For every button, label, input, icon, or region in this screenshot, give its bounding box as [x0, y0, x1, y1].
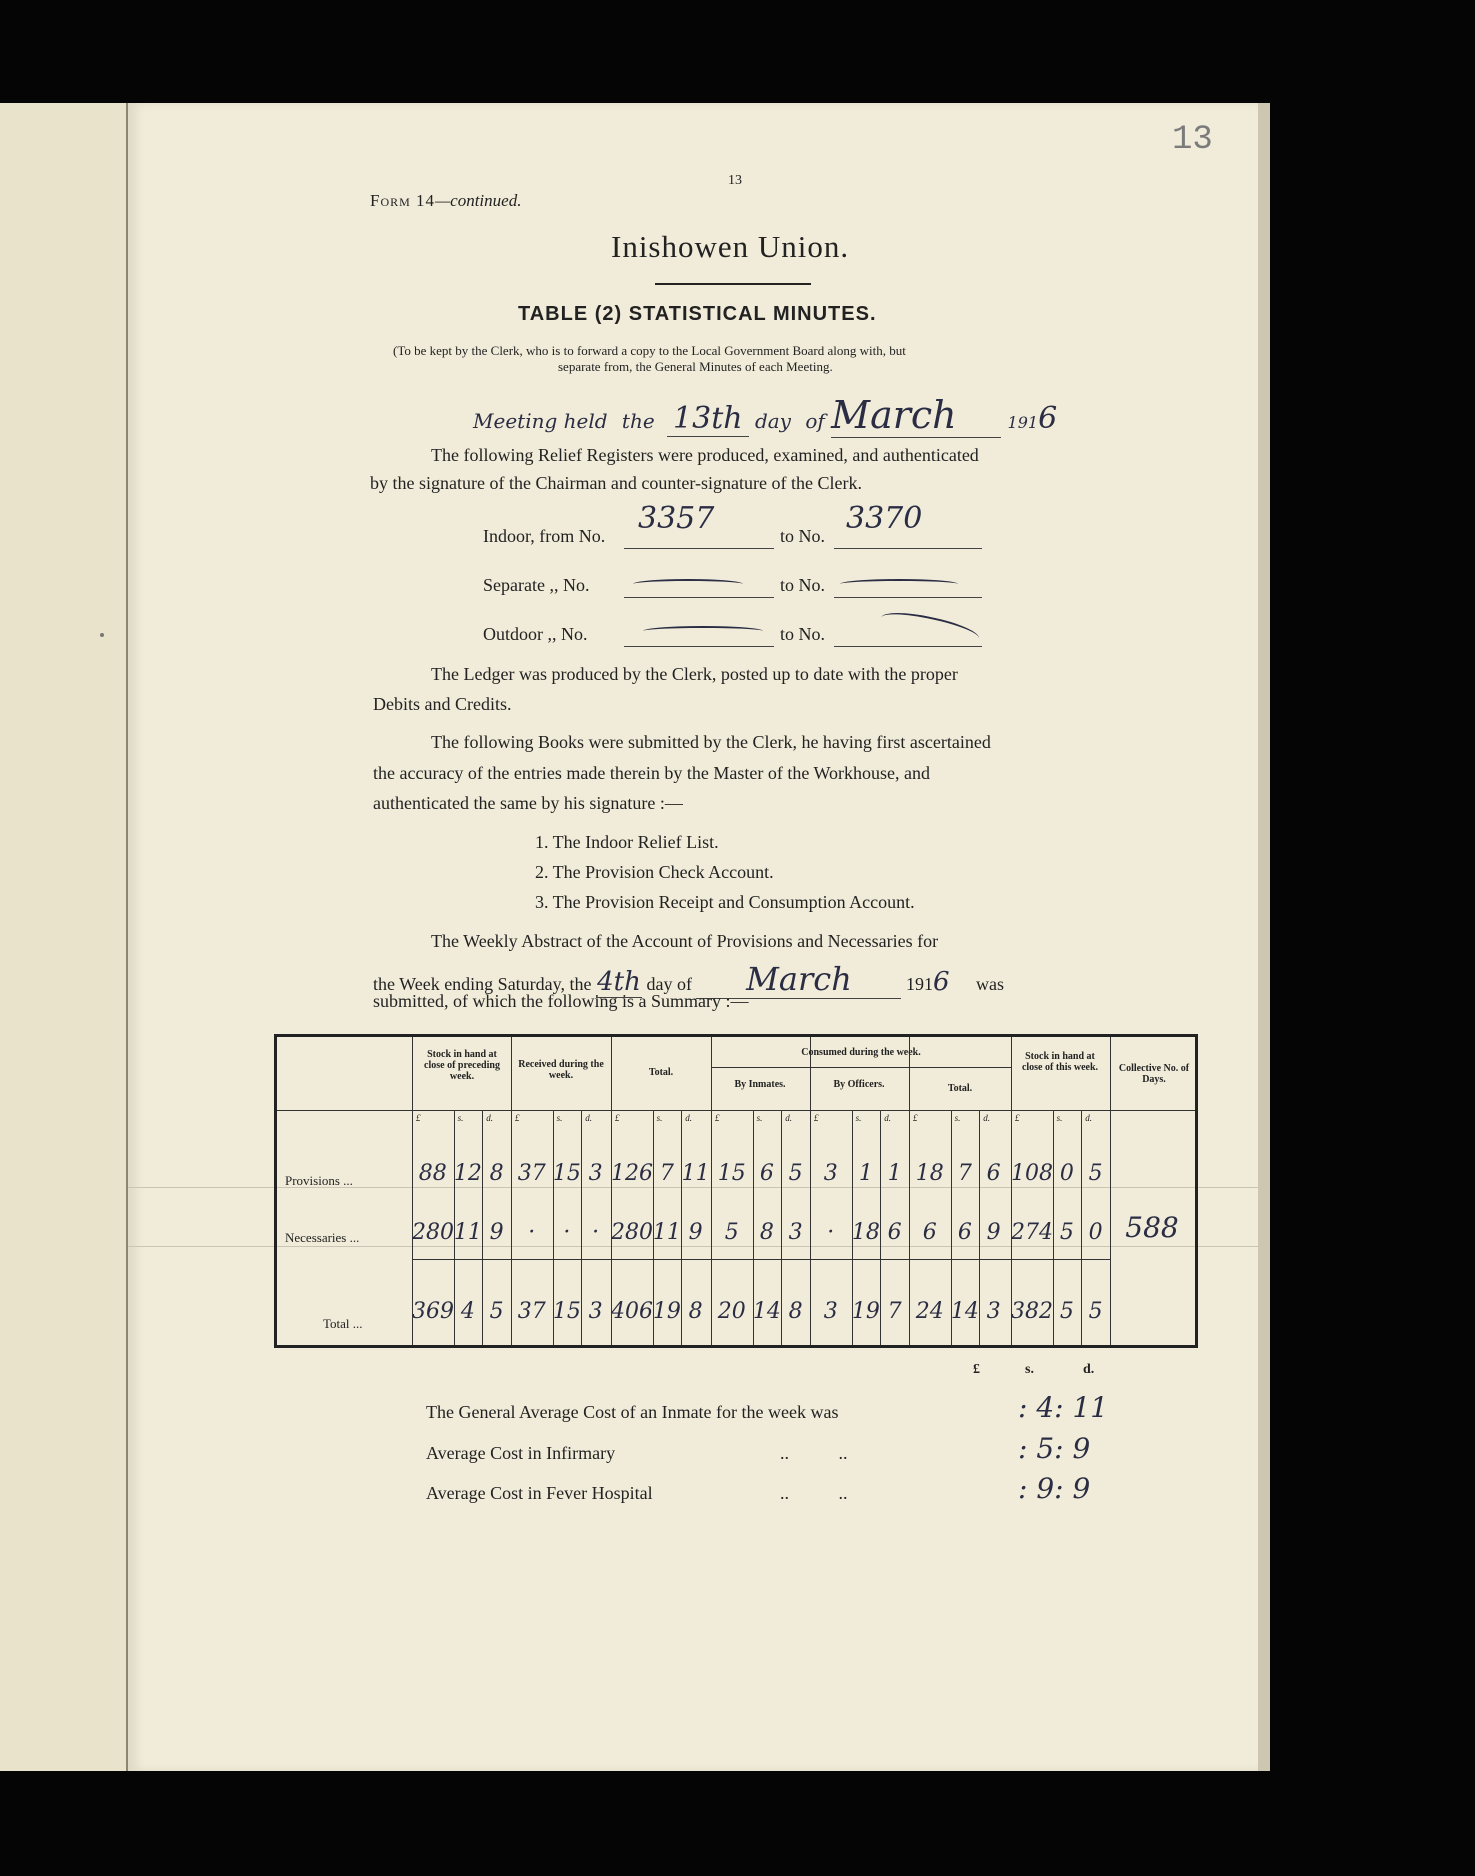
table-cell: 5	[1059, 1299, 1074, 1324]
unit-label: d.	[983, 1113, 991, 1123]
table-cell: 8	[489, 1161, 504, 1186]
abstract-was: was	[976, 974, 1005, 994]
registers-intro-line-2: by the signature of the Chairman and counter-signature of the Clerk.	[370, 473, 862, 493]
summary-table	[274, 1034, 1198, 1348]
abstract-line-2-start: the Week ending Saturday, the	[373, 974, 592, 994]
instruction-line-1: (To be kept by the Clerk, who is to forward a copy to the Local Government Board along with, but	[393, 343, 906, 358]
unit-label: d.	[585, 1113, 593, 1123]
table-cell: 6	[887, 1220, 902, 1245]
register-separate-label: Separate ,, No.	[483, 575, 590, 595]
table-cell: 18	[851, 1220, 880, 1245]
table-cell: 5	[1088, 1299, 1103, 1324]
unit-label: £	[715, 1113, 720, 1123]
abstract-line-3: submitted, of which the following is a Summary :—	[373, 991, 749, 1011]
avg-fever-dots: .. ..	[780, 1483, 848, 1503]
header-by-inmates: By Inmates.	[734, 1079, 786, 1090]
table-cell: 12	[453, 1161, 482, 1186]
page-edge	[1258, 103, 1270, 1771]
table-cell: 19	[652, 1299, 681, 1324]
table-cell: 11	[453, 1220, 482, 1245]
table-cell: 15	[717, 1161, 746, 1186]
table-cell: 7	[659, 1161, 674, 1186]
table-cell: 5	[1088, 1161, 1103, 1186]
meeting-line	[473, 393, 1057, 438]
register-indoor-to-label: to No.	[780, 526, 825, 546]
table-cell: 280	[412, 1220, 454, 1245]
register-separate-to-dash	[840, 579, 958, 589]
register-separate-to-line	[834, 597, 982, 598]
table-cell: 18	[915, 1161, 944, 1186]
meeting-day-value: 13th	[667, 401, 749, 437]
table-cell: 24	[915, 1299, 944, 1324]
table-cell: 126	[611, 1161, 653, 1186]
title-rule	[655, 283, 811, 285]
abstract-year-prefix: 191	[905, 974, 933, 994]
registers-intro-line-1: The following Relief Registers were produced, examined, and authenticated	[431, 445, 979, 465]
form-label	[370, 191, 521, 211]
ledger-line-1: The Ledger was produced by the Clerk, posted up to date with the proper	[431, 664, 958, 684]
register-outdoor-to-label: to No.	[780, 624, 825, 644]
table-cell: 5	[788, 1161, 803, 1186]
unit-label: s.	[954, 1113, 961, 1123]
register-outdoor-from-line	[624, 646, 774, 647]
avg-unit-pence: d.	[1083, 1362, 1095, 1377]
table-cell: 37	[517, 1161, 546, 1186]
register-separate-from-dash	[633, 579, 743, 589]
table-divider	[1110, 1037, 1111, 1345]
ledger-line-2: Debits and Credits.	[373, 694, 512, 714]
table-cell: 0	[1088, 1220, 1103, 1245]
header-received: Received during the week.	[518, 1059, 604, 1081]
table-cell: 5	[724, 1220, 739, 1245]
unit-label: s.	[1056, 1113, 1063, 1123]
register-outdoor-label: Outdoor ,, No.	[483, 624, 588, 644]
unit-label: £	[515, 1113, 520, 1123]
table-cell: 9	[489, 1220, 504, 1245]
unit-label: d.	[1085, 1113, 1093, 1123]
header-total: Total.	[648, 1067, 674, 1078]
header-by-officers: By Officers.	[833, 1079, 885, 1090]
meeting-of: of	[805, 409, 825, 433]
unit-label: £	[913, 1113, 918, 1123]
header-stock-prev: Stock in hand at close of preceding week.	[424, 1049, 500, 1082]
header-consumed: Consumed during the week.	[801, 1047, 921, 1058]
unit-label: d.	[486, 1113, 494, 1123]
abstract-day-value: 4th	[597, 967, 641, 997]
book-item-2: 2. The Provision Check Account.	[535, 862, 774, 882]
table-cell: 88	[418, 1161, 447, 1186]
register-indoor-to-line	[834, 548, 982, 549]
table-cell: 11	[681, 1161, 710, 1186]
meeting-year-prefix: 191	[1007, 413, 1039, 432]
table-cell: 3	[823, 1299, 838, 1324]
books-intro-line-1: The following Books were submitted by the Clerk, he having first ascertained	[431, 732, 991, 752]
table-cell: 8	[759, 1220, 774, 1245]
table-cell: ·	[592, 1220, 600, 1245]
unit-label: s.	[656, 1113, 663, 1123]
header-collective: Collective No. of Days.	[1118, 1063, 1190, 1085]
table-cell: 6	[759, 1161, 774, 1186]
abstract-line-1: The Weekly Abstract of the Account of Provisions and Necessaries for	[431, 931, 939, 951]
books-intro-line-2: the accuracy of the entries made therein by the Master of the Workhouse, and	[373, 763, 931, 783]
table-cell: 9	[688, 1220, 703, 1245]
register-indoor-label: Indoor, from No.	[483, 526, 606, 546]
table-cell: 4	[460, 1299, 475, 1324]
avg-inmate-label: The General Average Cost of an Inmate for the week was	[426, 1402, 839, 1422]
table-cell: 6	[922, 1220, 937, 1245]
register-indoor-from-line	[624, 548, 774, 549]
table-cell: 8	[788, 1299, 803, 1324]
avg-unit-shillings: s.	[1025, 1362, 1034, 1377]
meeting-year-suffix: 6	[1038, 401, 1058, 436]
abstract-year-suffix: 6	[932, 967, 950, 997]
meeting-prefix: Meeting held	[473, 409, 608, 433]
register-outdoor-to-line	[834, 646, 982, 647]
table-cell: 406	[611, 1299, 653, 1324]
table-cell: 3	[588, 1161, 603, 1186]
table-cell: 37	[517, 1299, 546, 1324]
abstract-month: March	[696, 960, 901, 999]
form-label-prefix: Form 14	[370, 191, 436, 210]
header-consumed-total: Total.	[947, 1083, 973, 1094]
table-cell: 9	[986, 1220, 1001, 1245]
unit-label: d.	[685, 1113, 693, 1123]
previous-page-edge	[0, 103, 128, 1771]
book-item-3: 3. The Provision Receipt and Consumption Account.	[535, 892, 915, 912]
table-cell: 3	[588, 1299, 603, 1324]
register-separate-to-label: to No.	[780, 575, 825, 595]
unit-label: s.	[756, 1113, 763, 1123]
table-cell: 8	[688, 1299, 703, 1324]
meeting-month: March	[831, 393, 1001, 438]
table-cell: 11	[652, 1220, 681, 1245]
table-cell: 3	[823, 1161, 838, 1186]
union-name: Inishowen Union.	[611, 229, 850, 264]
table-cell: 5	[489, 1299, 504, 1324]
table-cell: 15	[552, 1299, 581, 1324]
table-cell: ·	[563, 1220, 571, 1245]
unit-label: £	[416, 1113, 421, 1123]
printed-page-number: 13	[728, 173, 742, 188]
table-cell: 1	[858, 1161, 873, 1186]
avg-fever-label: Average Cost in Fever Hospital	[426, 1483, 653, 1503]
stamped-page-number: 13	[1172, 121, 1213, 159]
table-cell: 6	[986, 1161, 1001, 1186]
instruction-line-2: separate from, the General Minutes of each Meeting.	[558, 359, 833, 374]
meeting-day-label: day	[754, 409, 791, 433]
table-cell: 280	[611, 1220, 653, 1245]
unit-label: s.	[457, 1113, 464, 1123]
table-cell: 5	[1059, 1220, 1074, 1245]
book-item-1: 1. The Indoor Relief List.	[535, 832, 719, 852]
unit-label: £	[1015, 1113, 1020, 1123]
table-cell: 3	[788, 1220, 803, 1245]
table-cell: 7	[887, 1299, 902, 1324]
unit-label: £	[615, 1113, 620, 1123]
abstract-day-label: day of	[646, 974, 692, 994]
header-bottom-rule	[277, 1110, 1195, 1111]
consumed-header-rule	[711, 1067, 1011, 1068]
unit-label: £	[814, 1113, 819, 1123]
table-cell: 274	[1011, 1220, 1053, 1245]
row-label-provisions: Provisions ...	[285, 1173, 353, 1188]
row-label-necessaries: Necessaries ...	[285, 1230, 360, 1245]
table-cell: 6	[957, 1220, 972, 1245]
table-cell: 382	[1011, 1299, 1053, 1324]
table-title: TABLE (2) STATISTICAL MINUTES.	[518, 303, 877, 325]
total-row-rule	[412, 1259, 1110, 1260]
register-outdoor-to-dash	[879, 607, 981, 649]
avg-inmate-value: : 4: 11	[1018, 1391, 1109, 1424]
table-cell: 14	[950, 1299, 979, 1324]
avg-infirmary-label: Average Cost in Infirmary	[426, 1443, 616, 1463]
row-label-total: Total ...	[323, 1316, 363, 1331]
table-cell: 1	[887, 1161, 902, 1186]
meeting-the: the	[621, 409, 655, 433]
table-cell: 14	[752, 1299, 781, 1324]
unit-label: d.	[884, 1113, 892, 1123]
avg-unit-pounds: £	[973, 1362, 980, 1377]
register-indoor-to: 3370	[846, 501, 923, 536]
avg-infirmary-value: : 5: 9	[1018, 1432, 1091, 1465]
form-label-suffix: —continued.	[435, 191, 522, 210]
table-cell: 369	[412, 1299, 454, 1324]
register-indoor-from: 3357	[638, 501, 715, 536]
ink-dot	[100, 633, 104, 637]
table-cell: ·	[827, 1220, 835, 1245]
table-cell: ·	[528, 1220, 536, 1245]
register-separate-from-line	[624, 597, 774, 598]
avg-fever-value: : 9: 9	[1018, 1472, 1091, 1505]
document-page	[128, 103, 1258, 1771]
avg-infirmary-dots: .. ..	[780, 1443, 848, 1463]
unit-label: s.	[855, 1113, 862, 1123]
table-cell: 19	[851, 1299, 880, 1324]
table-cell: 0	[1059, 1161, 1074, 1186]
table-cell: 3	[986, 1299, 1001, 1324]
table-cell: 15	[552, 1161, 581, 1186]
header-stock-close: Stock in hand at close of this week.	[1021, 1051, 1099, 1073]
collective-days-value: 588	[1125, 1211, 1179, 1244]
unit-label: s.	[556, 1113, 563, 1123]
table-cell: 7	[957, 1161, 972, 1186]
table-cell: 108	[1011, 1161, 1053, 1186]
table-cell: 20	[717, 1299, 746, 1324]
register-outdoor-from-dash	[643, 626, 763, 636]
books-intro-line-3: authenticated the same by his signature :—	[373, 793, 683, 813]
unit-label: d.	[785, 1113, 793, 1123]
